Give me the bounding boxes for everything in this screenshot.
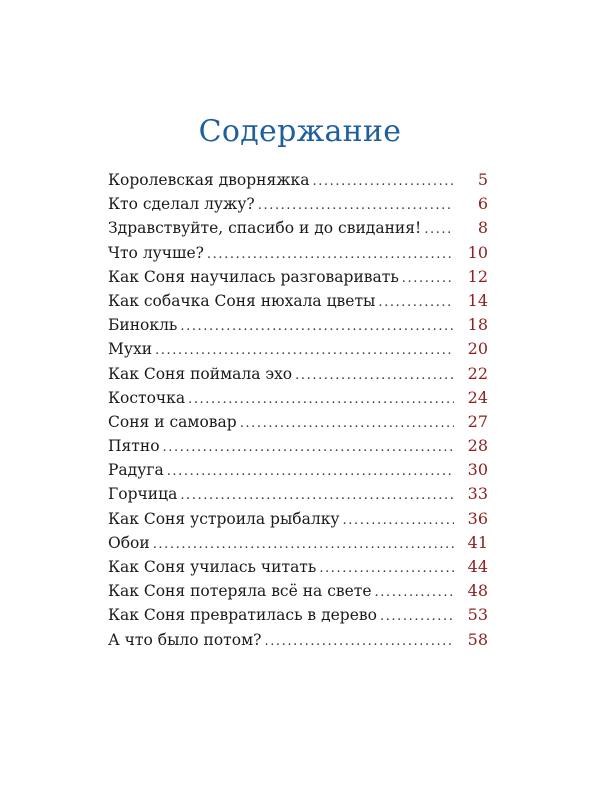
toc-entry-title: Кто сделал лужу? <box>108 195 255 214</box>
toc-entry-page-number: 22 <box>467 363 488 383</box>
toc-entry-page-number: 36 <box>467 508 488 528</box>
toc-entry <box>108 557 488 581</box>
toc-entry-page-number: 48 <box>467 581 488 601</box>
dot-leader <box>312 174 454 189</box>
toc-entry <box>108 243 488 267</box>
dot-leader <box>180 319 454 334</box>
dot-leader <box>240 416 454 431</box>
page-title: Содержание <box>198 114 402 149</box>
toc-entry-title: Косточка <box>108 388 186 407</box>
toc-entry-page-number: 6 <box>477 194 488 214</box>
toc-entry <box>108 509 488 533</box>
toc-entry <box>108 581 488 605</box>
dot-leader <box>295 368 454 383</box>
table-of-contents <box>108 170 488 654</box>
toc-entry <box>108 218 488 242</box>
toc-entry-title: Бинокль <box>108 316 178 335</box>
toc-entry-title: Как собачка Соня нюхала цветы <box>108 291 376 310</box>
toc-entry-page-number: 8 <box>477 218 488 238</box>
dot-leader <box>402 271 454 286</box>
toc-entry-title: Радуга <box>108 461 164 480</box>
toc-entry-page-number: 44 <box>467 557 488 576</box>
toc-entry-page-number: 58 <box>467 629 488 649</box>
toc-entry-page-number: 53 <box>467 605 488 625</box>
toc-entry-title: Горчица <box>108 485 178 504</box>
dot-leader <box>319 561 454 576</box>
toc-entry-page-number: 12 <box>467 266 488 286</box>
toc-entry-title: Соня и самовар <box>108 412 237 431</box>
toc-entry-page-number: 41 <box>467 532 488 552</box>
toc-entry <box>108 194 488 218</box>
toc-entry <box>108 484 488 508</box>
toc-entry-page-number: 20 <box>467 339 488 359</box>
dot-leader <box>258 198 454 213</box>
dot-leader <box>378 295 454 310</box>
toc-entry-title: Обои <box>108 533 150 552</box>
toc-entry-page-number: 27 <box>467 411 488 431</box>
toc-entry-title: Что лучше? <box>108 243 204 262</box>
toc-entry-page-number: 30 <box>467 460 488 480</box>
toc-entry <box>108 267 488 291</box>
toc-entry-title: Как Соня устроила рыбалку <box>108 509 340 528</box>
dot-leader <box>153 537 454 552</box>
toc-entry-page-number: 5 <box>477 170 488 189</box>
toc-entry-title: Здравствуйте, спасибо и до свидания! <box>108 219 422 238</box>
toc-entry-title: Королевская дворняжка <box>108 171 310 189</box>
toc-entry-title: Пятно <box>108 437 160 456</box>
dot-leader <box>375 585 454 600</box>
toc-entry <box>108 315 488 339</box>
toc-entry <box>108 412 488 436</box>
toc-entry-title: Как Соня превратилась в дерево <box>108 606 377 625</box>
toc-entry <box>108 533 488 557</box>
toc-entry <box>108 630 488 654</box>
toc-entry <box>108 170 488 194</box>
toc-entry-title: Как Соня училась читать <box>108 558 317 576</box>
toc-entry <box>108 436 488 460</box>
dot-leader <box>180 488 454 503</box>
dot-leader <box>380 609 454 624</box>
dot-leader <box>207 247 454 262</box>
toc-entry <box>108 364 488 388</box>
toc-entry <box>108 339 488 363</box>
toc-entry-page-number: 14 <box>467 290 488 310</box>
dot-leader <box>343 513 454 528</box>
toc-entry-page-number: 10 <box>467 242 488 262</box>
dot-leader <box>188 392 454 407</box>
dot-leader <box>155 343 454 358</box>
toc-entry <box>108 388 488 412</box>
toc-entry <box>108 291 488 315</box>
toc-entry <box>108 460 488 484</box>
toc-entry-title: А что было потом? <box>108 630 262 649</box>
toc-entry-title: Как Соня поймала эхо <box>108 364 293 383</box>
toc-entry-page-number: 33 <box>467 484 488 504</box>
dot-leader <box>424 222 454 237</box>
dot-leader <box>264 634 454 649</box>
toc-entry-title: Как Соня научилась разговаривать <box>108 267 399 286</box>
dot-leader <box>167 464 454 479</box>
toc-entry-title: Как Соня потеряла всё на свете <box>108 582 372 601</box>
toc-entry-title: Мухи <box>108 340 153 359</box>
toc-entry-page-number: 24 <box>467 387 488 407</box>
toc-entry-page-number: 18 <box>467 315 488 335</box>
dot-leader <box>163 440 454 455</box>
toc-entry <box>108 605 488 629</box>
toc-entry-page-number: 28 <box>467 436 488 456</box>
